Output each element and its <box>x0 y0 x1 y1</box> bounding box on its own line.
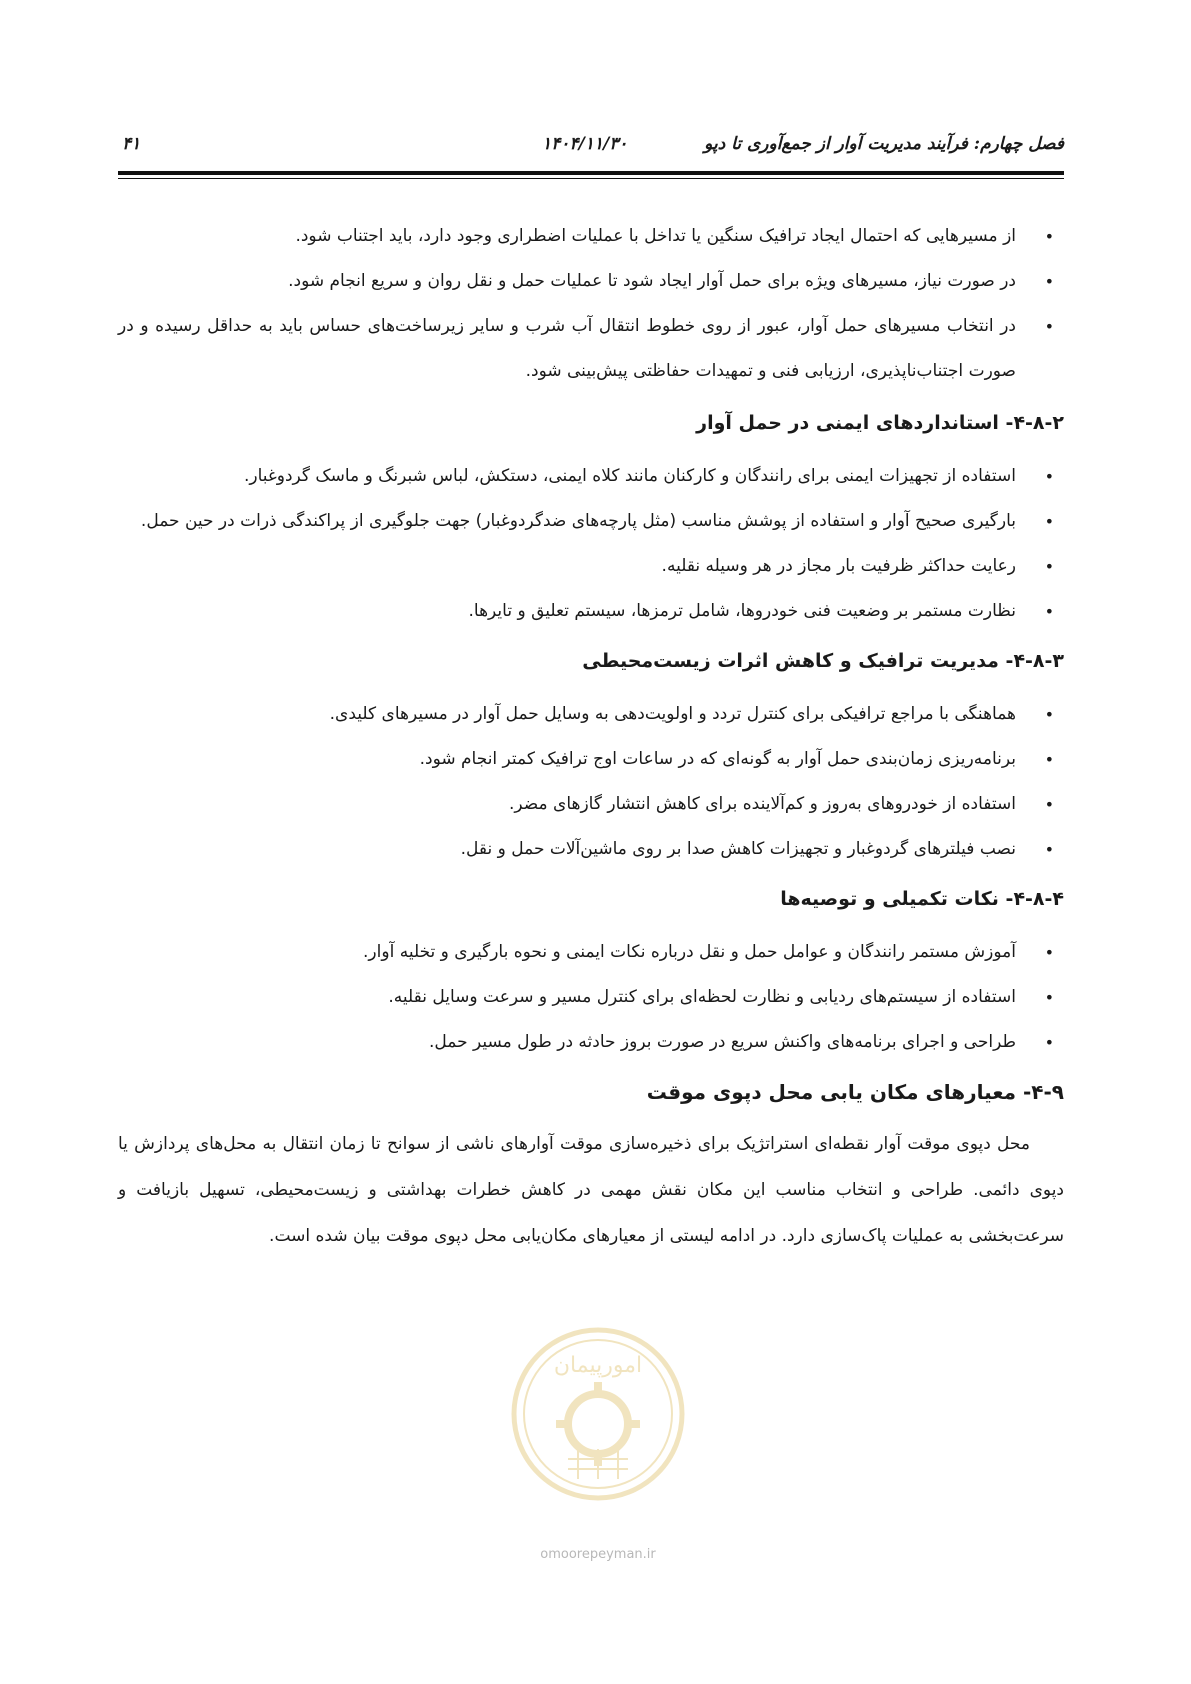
body-paragraph: محل دپوی موقت آوار نقطه‌ای استراتژیک برای ذخیره‌سازی موقت آوارهای ناشی از سوانح تا زمان انتقال به محل‌های پردازش یا دپوی دائمی. طراحی و انتخاب مناسب این مکان نقش مهمی در کاهش خطرات بهداشتی و زیست‌محیطی، تسهیل بازیافت و سرعت‌بخشی به عملیات پاک‌سازی دارد. در ادامه لیستی از معیارهای مکان‌یابی محل دپوی موقت بیان شده است. <box>118 1134 1064 1246</box>
list-item: • در صورت نیاز، مسیرهای ویژه برای حمل آوار ایجاد شود تا عملیات حمل و نقل روان و سریع انجام شود. <box>118 259 1064 304</box>
watermark-logo <box>508 1324 688 1504</box>
list-item: • نظارت مستمر بر وضعیت فنی خودروها، شامل ترمزها، سیستم تعلیق و تایرها. <box>118 589 1064 634</box>
header-date: ۱۴۰۴/۱۱/۳۰ <box>542 134 628 154</box>
bullet-icon: • <box>1044 943 1054 962</box>
bullet-icon: • <box>1044 557 1054 576</box>
list-item: • استفاده از خودروهای به‌روز و کم‌آلاینده برای کاهش انتشار گازهای مضر. <box>118 782 1064 827</box>
list-item: • هماهنگی با مراجع ترافیکی برای کنترل تردد و اولویت‌دهی به وسایل حمل آوار در مسیرهای کلیدی. <box>118 692 1064 737</box>
section-heading: ۴-۸-۳- مدیریت ترافیک و کاهش اثرات زیست‌محیطی <box>582 650 1064 672</box>
list-item: • آموزش مستمر رانندگان و عوامل حمل و نقل درباره نکات ایمنی و نحوه بارگیری و تخلیه آوار. <box>118 930 1064 975</box>
bullet-icon: • <box>1044 317 1054 336</box>
list-item: • برنامه‌ریزی زمان‌بندی حمل آوار به گونه‌ای که در ساعات اوج ترافیک کمتر انجام شود. <box>118 737 1064 782</box>
page-header <box>118 126 1064 162</box>
bullet-icon: • <box>1044 512 1054 531</box>
bullet-icon: • <box>1044 988 1054 1007</box>
chapter-title: فصل چهارم: فرآیند مدیریت آوار از جمع‌آوری تا دپو <box>704 134 1064 154</box>
list-item: • نصب فیلترهای گردوغبار و تجهیزات کاهش صدا بر روی ماشین‌آلات حمل و نقل. <box>118 827 1064 872</box>
list-item: • استفاده از تجهیزات ایمنی برای رانندگان و کارکنان مانند کلاه ایمنی، دستکش، لباس شبرنگ و ماسک گردوغبار. <box>118 454 1064 499</box>
section-heading: ۴-۹- معیارهای مکان یابی محل دپوی موقت <box>646 1080 1064 1104</box>
section-heading: ۴-۸-۲- استانداردهای ایمنی در حمل آوار <box>696 412 1064 434</box>
watermark-logo-text: امورپیمان <box>553 1353 643 1378</box>
bullet-icon: • <box>1044 467 1054 486</box>
page-body <box>118 214 1064 1259</box>
list-item: • در انتخاب مسیرهای حمل آوار، عبور از روی خطوط انتقال آب شرب و سایر زیرساخت‌های حساس باید به حداقل رسیده و در صورت اجتناب‌ناپذیری، ارزیابی فنی و تمهیدات حفاظتی پیش‌بینی شود. <box>118 304 1064 394</box>
bullet-icon: • <box>1044 1033 1054 1052</box>
bullet-icon: • <box>1044 795 1054 814</box>
traffic-bullet-list <box>118 692 1064 872</box>
header-rule-thick <box>118 171 1064 175</box>
bullet-icon: • <box>1044 272 1054 291</box>
page-number: ۴۱ <box>122 134 141 154</box>
bullet-icon: • <box>1044 227 1054 246</box>
header-rule-thin <box>118 178 1064 179</box>
list-item: • استفاده از سیستم‌های ردیابی و نظارت لحظه‌ای برای کنترل مسیر و سرعت وسایل نقلیه. <box>118 975 1064 1020</box>
list-item: • طراحی و اجرای برنامه‌های واکنش سریع در صورت بروز حادثه در طول مسیر حمل. <box>118 1020 1064 1065</box>
bullet-icon: • <box>1044 840 1054 859</box>
intro-bullet-list <box>118 214 1064 394</box>
bullet-icon: • <box>1044 705 1054 724</box>
bullet-icon: • <box>1044 750 1054 769</box>
recommendations-bullet-list <box>118 930 1064 1065</box>
list-item: • رعایت حداکثر ظرفیت بار مجاز در هر وسیله نقلیه. <box>118 544 1064 589</box>
list-item: • از مسیرهایی که احتمال ایجاد ترافیک سنگین یا تداخل با عملیات اضطراری وجود دارد، باید اجتناب شود. <box>118 214 1064 259</box>
safety-bullet-list <box>118 454 1064 634</box>
watermark-site: omoorepeyman.ir <box>540 1547 656 1562</box>
section-heading: ۴-۸-۴- نکات تکمیلی و توصیه‌ها <box>780 888 1064 910</box>
list-item: • بارگیری صحیح آوار و استفاده از پوشش مناسب (مثل پارچه‌های ضدگردوغبار) جهت جلوگیری از پراکندگی ذرات در حین حمل. <box>118 499 1064 544</box>
bullet-icon: • <box>1044 602 1054 621</box>
